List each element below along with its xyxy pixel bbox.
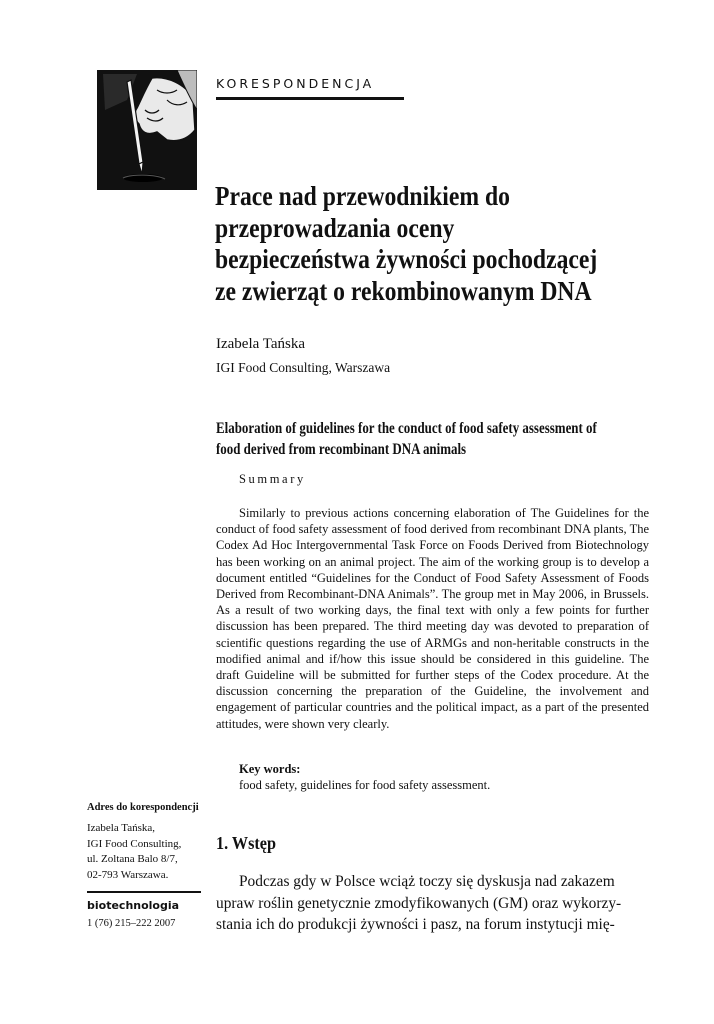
body-line: stania ich do produkcji żywności i pasz, na forum instytucji mię- — [216, 916, 615, 934]
address-line: ul. Zoltana Balo 8/7, — [87, 853, 178, 865]
section-label: KORESPONDENCJA — [216, 76, 375, 91]
section-divider — [216, 97, 404, 100]
article-title — [215, 180, 619, 306]
address-line: Izabela Tańska, — [87, 822, 156, 834]
body-text — [216, 871, 649, 936]
summary-text: Similarly to previous actions concerning elaboration of The Guidelines for the conduct of food safety assessment of food derived from recombinant DNA plants, The Codex Ad Hoc Intergovernmental Task Force on Foods Derived from Biotechnology has been working on an animal project. The aim of the working group is to develop a document entitled “Guidelines for the Conduct of Food Safety Assessment of Foods Derived from Recombinant-DNA Animals”. The group met in May 2006, in Brussels. As a result of two working days, the final text with only a few points for further discussion has been prepared. The third meeting day was devoted to preparation of scientific questions regarding the use of ARMGs and non-heritable constructs in the modified animal and if/how this issue should be considered in this guideline. The draft Guideline will be submitted for further steps of the Codex procedure. At the discussion concerning the preparation of the Guideline, the involvement and engagement of particular countries and the political impact, as a part of the presented attitudes, were shown very clearly. — [216, 506, 649, 731]
english-title — [216, 418, 597, 460]
author-affiliation: IGI Food Consulting, Warszawa — [216, 360, 391, 375]
correspondence-heading: Adres do korespondencji — [87, 802, 199, 813]
title-line: Prace nad przewodnikiem do — [215, 180, 510, 211]
keywords: food safety, guidelines for food safety assessment. — [239, 778, 491, 792]
correspondence-address — [87, 821, 181, 883]
address-line: 02-793 Warszawa. — [87, 868, 169, 881]
journal-issue: 1 (76) 215–222 2007 — [87, 918, 176, 929]
summary-heading: Summary — [239, 472, 306, 486]
title-line: bezpieczeństwa żywności pochodzącej — [215, 243, 598, 274]
author-name: Izabela Tańska — [216, 336, 306, 352]
address-line: IGI Food Consulting, — [87, 837, 182, 850]
body-line: upraw roślin genetycznie zmodyfikowanych (GM) oraz wykorzy- — [216, 894, 622, 912]
title-line: ze zwierząt o rekombinowanym DNA — [215, 274, 592, 306]
body-line: Podczas gdy w Polsce wciąż toczy się dyskusja nad zakazem — [239, 873, 615, 890]
journal-name: biotechnologia — [87, 899, 180, 912]
english-title-line: Elaboration of guidelines for the conduct of food safety assessment of — [216, 420, 597, 437]
section-heading: 1. Wstęp — [216, 833, 277, 853]
title-line: przeprowadzania oceny — [215, 211, 455, 243]
section-logo-hand-pen-icon — [97, 70, 197, 190]
sidebar-divider — [87, 891, 201, 893]
english-title-line: food derived from recombinant DNA animals — [216, 441, 467, 458]
keywords-heading: Key words: — [239, 762, 301, 776]
